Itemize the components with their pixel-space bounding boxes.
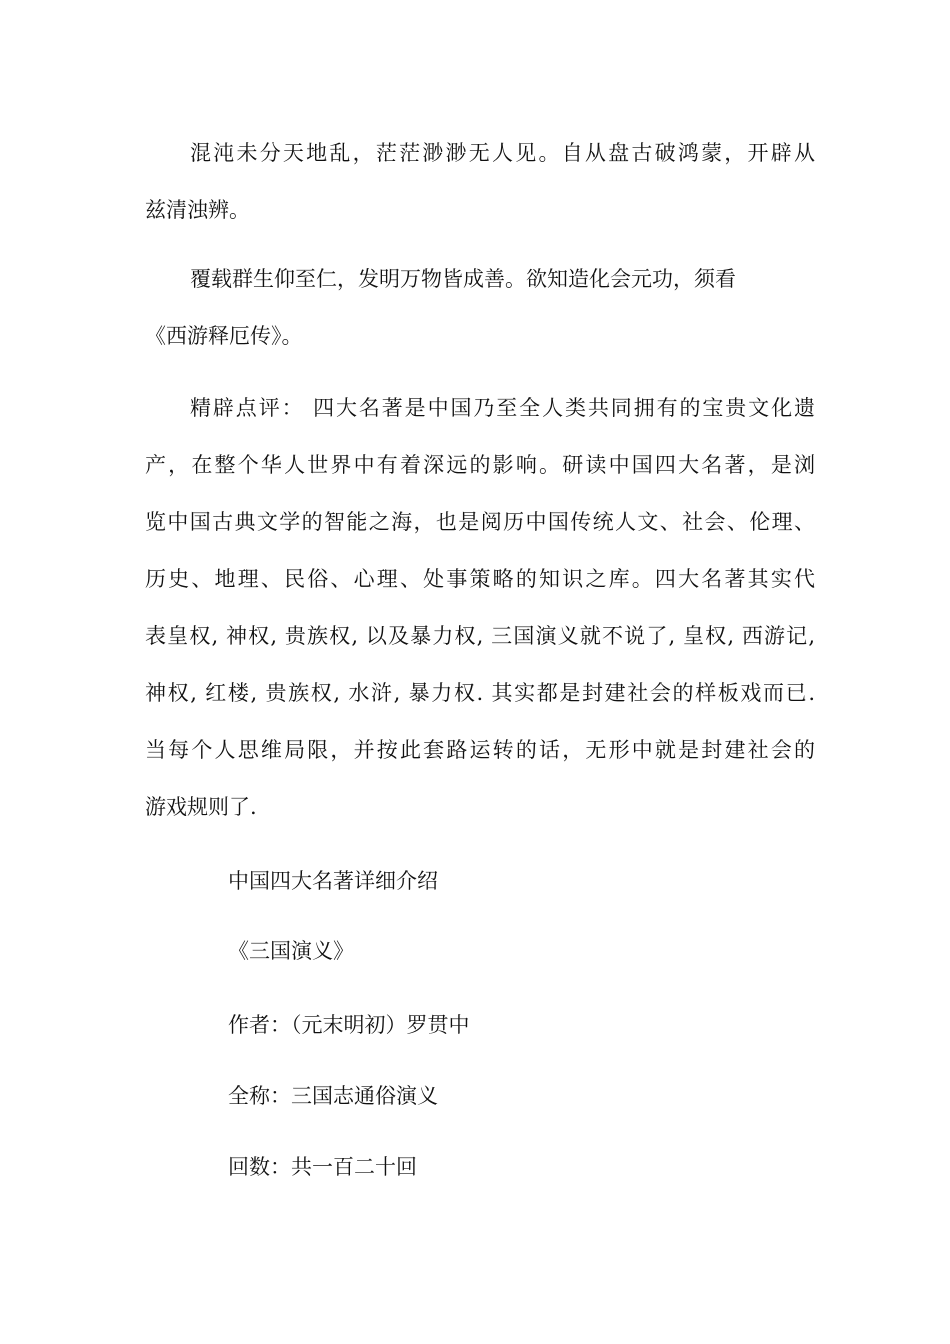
commentary-line: 精辟点评： 四大名著是中国乃至全人类共同拥有的宝贵文化遗 xyxy=(190,396,815,420)
intro-heading: 中国四大名著详细介绍 xyxy=(228,869,438,893)
commentary-line: 表皇权, 神权, 贵族权, 以及暴力权, 三国演义就不说了, 皇权, 西游记, xyxy=(145,624,815,648)
commentary-line: 当每个人思维局限，并按此套路运转的话，无形中就是封建社会的 xyxy=(145,738,815,762)
poem-stanza2-line2: 《西游释厄传》。 xyxy=(145,324,303,348)
poem-stanza1-line2: 兹清浊辨。 xyxy=(145,198,250,222)
commentary-line: 神权, 红楼, 贵族权, 水浒, 暴力权. 其实都是封建社会的样板戏而已. xyxy=(145,681,815,705)
commentary-line: 历史、地理、民俗、心理、处事策略的知识之库。四大名著其实代 xyxy=(145,567,815,591)
poem-stanza2-line1: 覆载群生仰至仁，发明万物皆成善。欲知造化会元功，须看 xyxy=(190,267,736,291)
commentary-line: 产，在整个华人世界中有着深远的影响。研读中国四大名著，是浏 xyxy=(145,453,815,477)
commentary-line: 游戏规则了. xyxy=(145,795,257,819)
book-author: 作者：（元末明初）罗贯中 xyxy=(228,1013,470,1037)
commentary-line: 览中国古典文学的智能之海，也是阅历中国传统人文、社会、伦理、 xyxy=(145,510,815,534)
book-chapters: 回数：共一百二十回 xyxy=(228,1155,417,1179)
poem-stanza1-line1: 混沌未分天地乱，茫茫渺渺无人见。自从盘古破鸿蒙，开辟从 xyxy=(190,141,815,165)
book-full-name: 全称：三国志通俗演义 xyxy=(228,1084,438,1108)
book-title: 《三国演义》 xyxy=(228,939,354,963)
